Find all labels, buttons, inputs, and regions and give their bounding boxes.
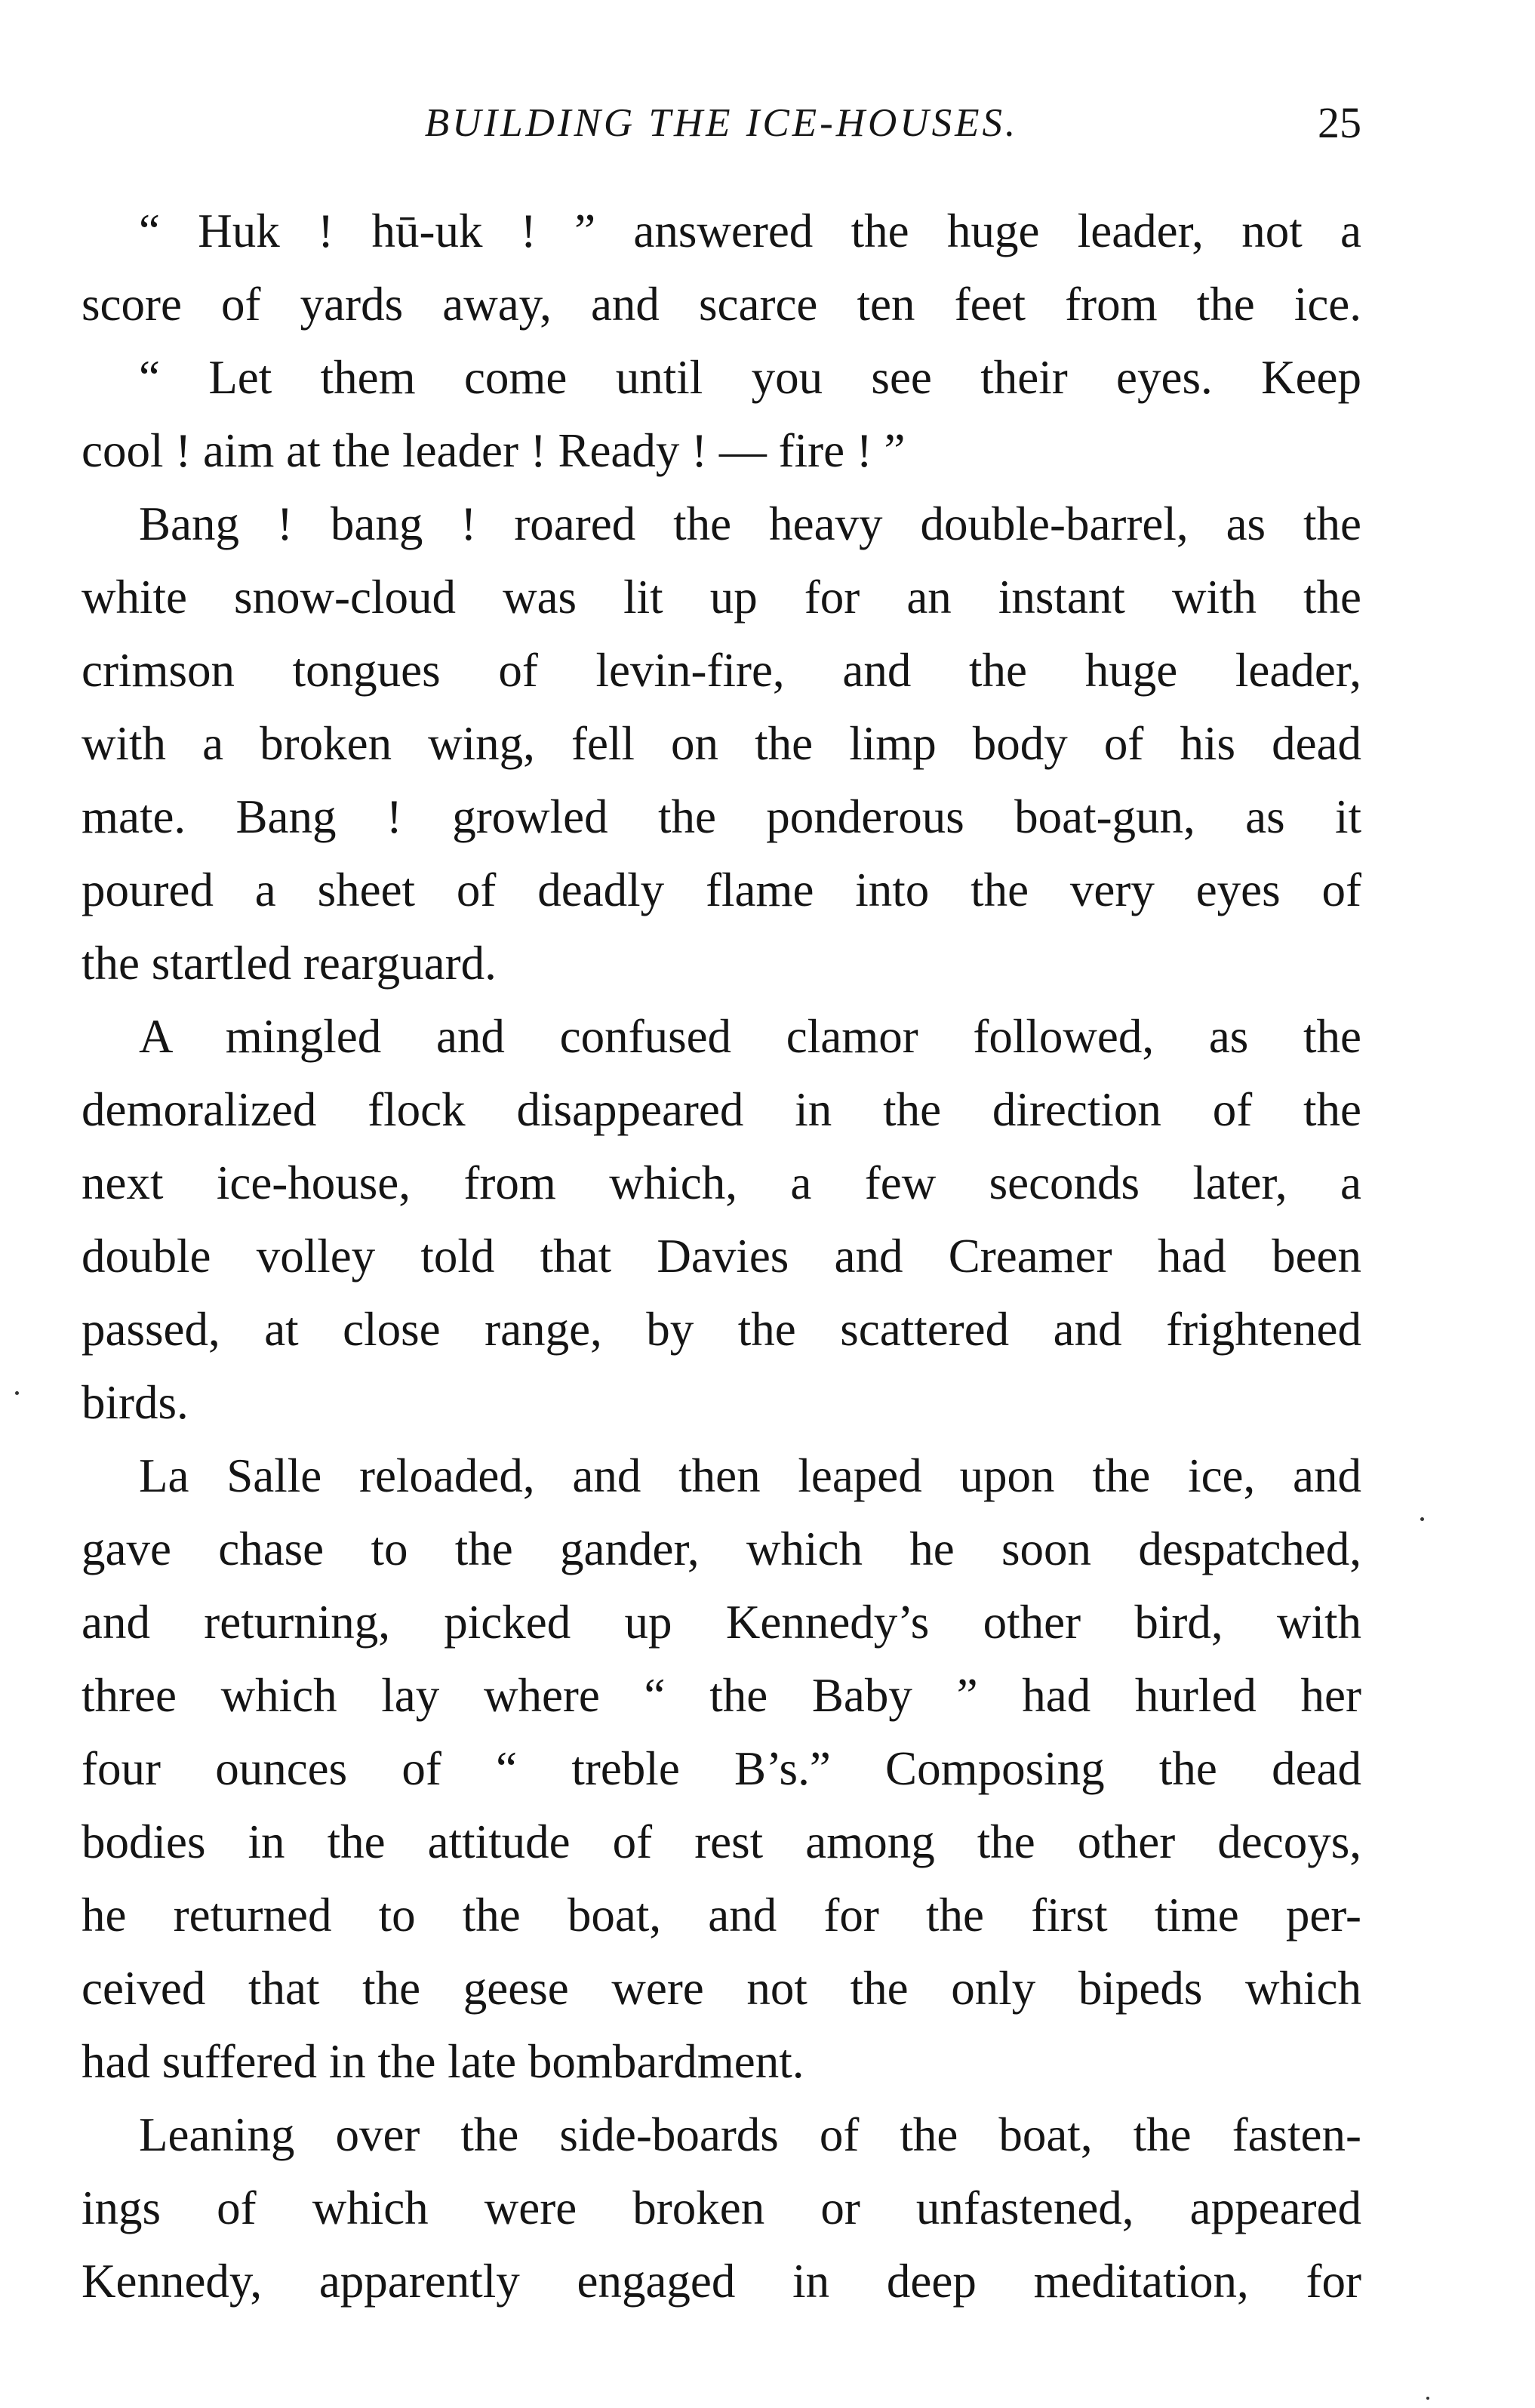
text-line: A mingled and confused clamor followed, as the: [139, 1010, 1361, 1063]
text-line: gave chase to the gander, which he soon despatched,: [82, 1523, 1361, 1575]
text-line: the startled rearguard.: [82, 937, 497, 990]
text-line: he returned to the boat, and for the first time per-: [82, 1889, 1361, 1941]
text-line: white snow-cloud was lit up for an instant with the: [82, 571, 1361, 624]
text-body: [82, 195, 1361, 2318]
text-line: demoralized flock disappeared in the direction of the: [82, 1083, 1361, 1136]
text-line: “ Let them come until you see their eyes. Keep: [139, 351, 1361, 404]
text-line: three which lay where “ the Baby ” had hurled her: [82, 1669, 1361, 1722]
text-line: with a broken wing, fell on the limp body of his dead: [82, 717, 1361, 770]
text-line: passed, at close range, by the scattered and frightened: [82, 1303, 1361, 1356]
text-line: ings of which were broken or unfastened, appeared: [82, 2182, 1361, 2234]
text-line: cool ! aim at the leader ! Ready ! — fire ! ”: [82, 424, 906, 477]
paper-speck: [1420, 1517, 1424, 1521]
text-line: score of yards away, and scarce ten feet from the ice.: [82, 278, 1361, 331]
text-line: birds.: [82, 1376, 189, 1429]
text-line: next ice-house, from which, a few seconds later, a: [82, 1156, 1361, 1209]
text-line: La Salle reloaded, and then leaped upon the ice, and: [139, 1449, 1361, 1502]
text-line: and returning, picked up Kennedy’s other bird, with: [82, 1596, 1361, 1649]
paper-speck: [15, 1391, 19, 1395]
text-line: double volley told that Davies and Creamer had been: [82, 1230, 1361, 1283]
running-header: [82, 89, 1361, 157]
text-line: Kennedy, apparently engaged in deep meditation, for: [82, 2255, 1361, 2308]
text-line: poured a sheet of deadly flame into the very eyes of: [82, 864, 1361, 916]
text-line: four ounces of “ treble B’s.” Composing the dead: [82, 1742, 1361, 1795]
page-number: 25: [1318, 98, 1361, 147]
text-line: “ Huk ! hū-uk ! ” answered the huge leader, not a: [139, 205, 1361, 257]
paper-speck: [1426, 2397, 1429, 2400]
text-line: had suffered in the late bombardment.: [82, 2035, 804, 2088]
text-line: Bang ! bang ! roared the heavy double-barrel, as the: [139, 497, 1361, 550]
text-line: bodies in the attitude of rest among the other decoys,: [82, 1815, 1361, 1868]
text-line: Leaning over the side-boards of the boat, the fasten-: [139, 2108, 1361, 2161]
text-line: ceived that the geese were not the only bipeds which: [82, 1962, 1361, 2015]
text-line: mate. Bang ! growled the ponderous boat-gun, as it: [82, 790, 1361, 843]
text-line: crimson tongues of levin-fire, and the huge leader,: [82, 644, 1361, 697]
running-title: BUILDING THE ICE-HOUSES.: [424, 101, 1019, 145]
